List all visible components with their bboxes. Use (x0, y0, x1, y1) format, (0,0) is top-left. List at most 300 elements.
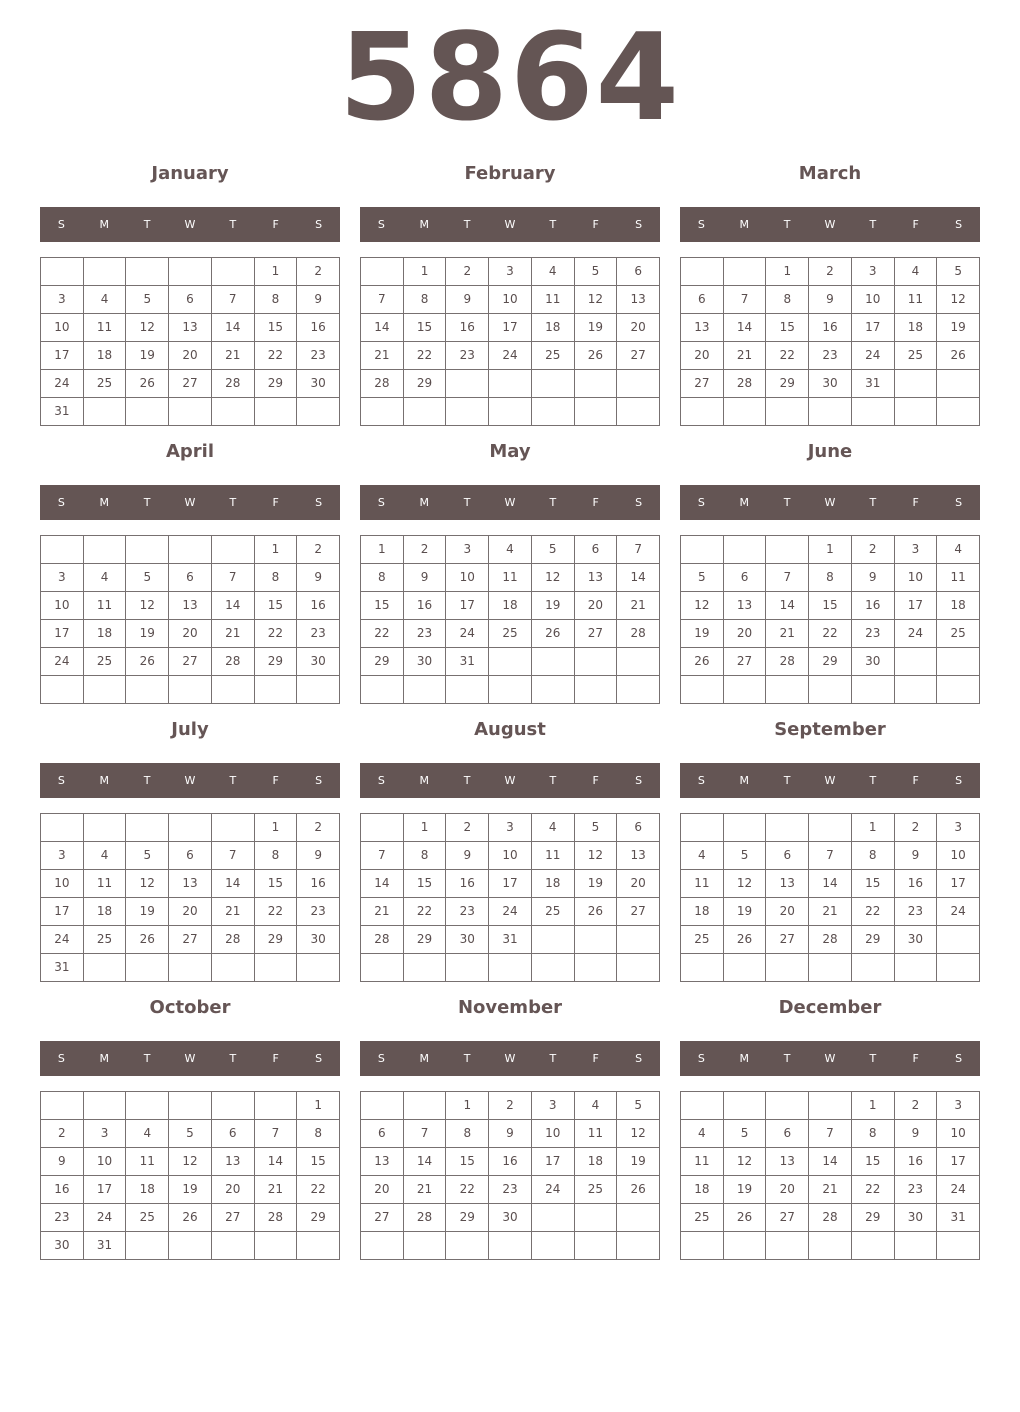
month-february (360, 158, 660, 420)
weekday-header-bar (680, 485, 980, 520)
day-cell: 2 (809, 258, 852, 286)
weekday-label: S (697, 218, 705, 231)
day-cell: 15 (255, 870, 298, 898)
weekday-label: S (377, 774, 385, 787)
day-cell: 10 (84, 1148, 127, 1176)
day-cell: 1 (809, 536, 852, 564)
weekday-header-bar (40, 1041, 340, 1076)
month-name: June (807, 441, 853, 462)
day-cell: 23 (446, 342, 489, 370)
day-cell: 24 (532, 1176, 575, 1204)
day-cell: 7 (212, 842, 255, 870)
weekday-label: F (592, 496, 599, 509)
day-cell: 26 (575, 342, 618, 370)
day-cell: 3 (852, 258, 895, 286)
empty-cell (489, 1232, 532, 1260)
day-cell: 14 (617, 564, 660, 592)
weekday-label: M (739, 218, 750, 231)
day-cell: 6 (212, 1120, 255, 1148)
day-cell: 9 (446, 842, 489, 870)
empty-cell (169, 676, 212, 704)
empty-cell (255, 954, 298, 982)
day-cell: 28 (212, 648, 255, 676)
day-cell: 16 (297, 592, 340, 620)
day-cell: 25 (937, 620, 980, 648)
month-name: October (149, 997, 231, 1018)
day-cell: 19 (532, 592, 575, 620)
day-cell: 31 (41, 954, 84, 982)
day-cell: 27 (724, 648, 767, 676)
day-cell: 27 (169, 926, 212, 954)
day-cell: 22 (852, 1176, 895, 1204)
day-cell: 17 (41, 620, 84, 648)
day-cell: 23 (809, 342, 852, 370)
day-cell: 25 (532, 898, 575, 926)
empty-cell (617, 926, 660, 954)
empty-cell (895, 648, 938, 676)
day-cell: 16 (895, 1148, 938, 1176)
day-cell: 15 (404, 314, 447, 342)
day-cell: 16 (297, 870, 340, 898)
day-cell: 16 (809, 314, 852, 342)
day-cell: 3 (446, 536, 489, 564)
empty-cell (126, 814, 169, 842)
day-cell: 4 (84, 842, 127, 870)
day-cell: 24 (852, 342, 895, 370)
day-cell: 2 (489, 1092, 532, 1120)
day-cell: 20 (169, 898, 212, 926)
empty-cell (617, 370, 660, 398)
empty-cell (297, 398, 340, 426)
weekday-label: S (955, 774, 963, 787)
empty-cell (766, 814, 809, 842)
empty-cell (297, 1232, 340, 1260)
day-grid (40, 257, 340, 426)
weekday-label: F (592, 774, 599, 787)
day-cell: 27 (575, 620, 618, 648)
day-cell: 3 (895, 536, 938, 564)
year-title: 5864 (339, 9, 681, 148)
day-cell: 1 (404, 814, 447, 842)
day-cell: 9 (489, 1120, 532, 1148)
empty-cell (212, 814, 255, 842)
day-cell: 25 (681, 926, 724, 954)
day-cell: 29 (852, 1204, 895, 1232)
empty-cell (532, 676, 575, 704)
day-cell: 21 (766, 620, 809, 648)
empty-cell (852, 954, 895, 982)
day-cell: 18 (84, 620, 127, 648)
weekday-label: S (635, 774, 643, 787)
day-cell: 18 (532, 870, 575, 898)
day-cell: 19 (724, 898, 767, 926)
day-cell: 28 (724, 370, 767, 398)
empty-cell (724, 954, 767, 982)
empty-cell (84, 536, 127, 564)
day-cell: 25 (126, 1204, 169, 1232)
empty-cell (766, 1232, 809, 1260)
month-november (360, 992, 660, 1254)
day-cell: 8 (852, 1120, 895, 1148)
weekday-label: T (463, 218, 471, 231)
day-cell: 19 (126, 620, 169, 648)
day-cell: 26 (126, 370, 169, 398)
empty-cell (255, 676, 298, 704)
day-cell: 26 (681, 648, 724, 676)
weekday-label: M (419, 496, 430, 509)
day-cell: 6 (766, 842, 809, 870)
weekday-label: T (229, 218, 237, 231)
day-cell: 8 (852, 842, 895, 870)
day-cell: 17 (532, 1148, 575, 1176)
day-cell: 26 (937, 342, 980, 370)
day-cell: 5 (575, 258, 618, 286)
weekday-label: S (377, 496, 385, 509)
day-cell: 21 (404, 1176, 447, 1204)
day-cell: 28 (255, 1204, 298, 1232)
empty-cell (937, 954, 980, 982)
day-cell: 6 (681, 286, 724, 314)
empty-cell (617, 398, 660, 426)
day-grid (360, 813, 660, 982)
day-cell: 9 (297, 564, 340, 592)
day-cell: 31 (852, 370, 895, 398)
empty-cell (532, 398, 575, 426)
weekday-label: S (315, 1052, 323, 1065)
empty-cell (681, 1092, 724, 1120)
empty-cell (212, 536, 255, 564)
weekday-label: S (377, 218, 385, 231)
day-cell: 1 (852, 814, 895, 842)
empty-cell (361, 814, 404, 842)
day-cell: 27 (169, 648, 212, 676)
day-cell: 29 (766, 370, 809, 398)
day-cell: 1 (766, 258, 809, 286)
day-cell: 7 (809, 842, 852, 870)
day-cell: 27 (212, 1204, 255, 1232)
month-august (360, 714, 660, 976)
empty-cell (169, 954, 212, 982)
day-cell: 2 (297, 814, 340, 842)
day-cell: 22 (404, 898, 447, 926)
weekday-label: F (272, 1052, 279, 1065)
day-cell: 10 (937, 842, 980, 870)
day-cell: 26 (532, 620, 575, 648)
month-march (680, 158, 980, 420)
day-cell: 14 (212, 592, 255, 620)
empty-cell (575, 1232, 618, 1260)
day-cell: 20 (766, 1176, 809, 1204)
day-cell: 2 (297, 536, 340, 564)
day-cell: 12 (575, 286, 618, 314)
empty-cell (852, 398, 895, 426)
empty-cell (532, 954, 575, 982)
month-name: April (165, 441, 215, 462)
day-cell: 8 (297, 1120, 340, 1148)
day-cell: 2 (852, 536, 895, 564)
day-cell: 30 (297, 370, 340, 398)
day-grid (40, 813, 340, 982)
day-cell: 2 (895, 1092, 938, 1120)
day-cell: 15 (255, 314, 298, 342)
day-cell: 10 (446, 564, 489, 592)
day-grid (680, 535, 980, 704)
empty-cell (446, 1232, 489, 1260)
day-cell: 17 (84, 1176, 127, 1204)
day-cell: 27 (766, 926, 809, 954)
day-cell: 23 (852, 620, 895, 648)
day-cell: 10 (41, 314, 84, 342)
weekday-label: F (272, 774, 279, 787)
empty-cell (41, 536, 84, 564)
day-cell: 28 (361, 926, 404, 954)
empty-cell (212, 676, 255, 704)
day-cell: 11 (84, 870, 127, 898)
day-cell: 4 (681, 1120, 724, 1148)
day-cell: 14 (255, 1148, 298, 1176)
day-cell: 16 (489, 1148, 532, 1176)
day-cell: 25 (895, 342, 938, 370)
day-cell: 2 (404, 536, 447, 564)
empty-cell (809, 954, 852, 982)
day-cell: 27 (681, 370, 724, 398)
day-cell: 30 (809, 370, 852, 398)
empty-cell (126, 258, 169, 286)
weekday-label: F (272, 218, 279, 231)
day-cell: 28 (766, 648, 809, 676)
weekday-label: S (955, 218, 963, 231)
weekday-label: S (315, 774, 323, 787)
day-cell: 10 (532, 1120, 575, 1148)
day-cell: 19 (575, 314, 618, 342)
day-cell: 25 (681, 1204, 724, 1232)
weekday-header-bar (360, 207, 660, 242)
day-cell: 22 (446, 1176, 489, 1204)
day-cell: 12 (126, 870, 169, 898)
day-cell: 9 (895, 842, 938, 870)
empty-cell (212, 1232, 255, 1260)
empty-cell (852, 1232, 895, 1260)
day-cell: 15 (852, 1148, 895, 1176)
day-cell: 9 (404, 564, 447, 592)
empty-cell (126, 1092, 169, 1120)
day-cell: 14 (809, 1148, 852, 1176)
day-cell: 3 (937, 1092, 980, 1120)
day-cell: 13 (169, 592, 212, 620)
weekday-header-bar (360, 485, 660, 520)
day-cell: 15 (809, 592, 852, 620)
day-cell: 7 (212, 564, 255, 592)
day-cell: 30 (895, 926, 938, 954)
month-name: November (457, 997, 563, 1018)
day-cell: 22 (852, 898, 895, 926)
day-cell: 1 (404, 258, 447, 286)
day-cell: 15 (361, 592, 404, 620)
day-cell: 24 (937, 1176, 980, 1204)
empty-cell (169, 258, 212, 286)
day-cell: 6 (169, 286, 212, 314)
day-cell: 18 (489, 592, 532, 620)
day-cell: 4 (681, 842, 724, 870)
empty-cell (84, 954, 127, 982)
weekday-label: T (783, 496, 791, 509)
day-cell: 20 (766, 898, 809, 926)
day-cell: 1 (255, 814, 298, 842)
weekday-label: T (463, 1052, 471, 1065)
empty-cell (937, 648, 980, 676)
day-cell: 19 (169, 1176, 212, 1204)
day-grid (680, 813, 980, 982)
empty-cell (169, 398, 212, 426)
empty-cell (84, 398, 127, 426)
day-cell: 10 (41, 592, 84, 620)
months-grid (40, 158, 980, 1254)
day-cell: 24 (41, 926, 84, 954)
weekday-label: M (419, 218, 430, 231)
day-cell: 17 (41, 898, 84, 926)
weekday-header-bar (360, 763, 660, 798)
weekday-label: T (783, 1052, 791, 1065)
weekday-label: M (99, 774, 110, 787)
day-cell: 29 (404, 370, 447, 398)
weekday-label: S (635, 1052, 643, 1065)
weekday-label: M (419, 1052, 430, 1065)
day-cell: 29 (255, 648, 298, 676)
day-cell: 2 (446, 814, 489, 842)
day-cell: 13 (681, 314, 724, 342)
day-cell: 14 (404, 1148, 447, 1176)
empty-cell (575, 370, 618, 398)
empty-cell (766, 398, 809, 426)
day-cell: 7 (361, 286, 404, 314)
day-cell: 21 (212, 898, 255, 926)
weekday-label: F (592, 1052, 599, 1065)
day-cell: 14 (724, 314, 767, 342)
day-cell: 2 (446, 258, 489, 286)
weekday-label: T (143, 1052, 151, 1065)
empty-cell (681, 954, 724, 982)
day-cell: 5 (617, 1092, 660, 1120)
empty-cell (84, 258, 127, 286)
day-cell: 3 (41, 286, 84, 314)
empty-cell (575, 926, 618, 954)
empty-cell (809, 1092, 852, 1120)
day-cell: 1 (255, 258, 298, 286)
weekday-label: S (697, 1052, 705, 1065)
empty-cell (532, 1232, 575, 1260)
day-cell: 24 (937, 898, 980, 926)
empty-cell (681, 536, 724, 564)
empty-cell (84, 814, 127, 842)
day-cell: 9 (41, 1148, 84, 1176)
weekday-label: T (143, 496, 151, 509)
day-cell: 28 (617, 620, 660, 648)
day-cell: 31 (446, 648, 489, 676)
day-cell: 6 (617, 258, 660, 286)
day-cell: 14 (212, 870, 255, 898)
empty-cell (617, 676, 660, 704)
empty-cell (724, 676, 767, 704)
day-cell: 9 (895, 1120, 938, 1148)
day-cell: 30 (489, 1204, 532, 1232)
empty-cell (575, 648, 618, 676)
day-cell: 20 (724, 620, 767, 648)
weekday-label: F (912, 774, 919, 787)
month-september (680, 714, 980, 976)
day-cell: 11 (489, 564, 532, 592)
day-cell: 30 (297, 648, 340, 676)
empty-cell (126, 536, 169, 564)
day-cell: 13 (724, 592, 767, 620)
day-cell: 19 (724, 1176, 767, 1204)
empty-cell (212, 1092, 255, 1120)
day-cell: 18 (895, 314, 938, 342)
empty-cell (766, 676, 809, 704)
day-cell: 4 (126, 1120, 169, 1148)
day-cell: 11 (937, 564, 980, 592)
day-cell: 17 (937, 870, 980, 898)
weekday-header-bar (680, 763, 980, 798)
weekday-label: T (783, 774, 791, 787)
day-cell: 31 (489, 926, 532, 954)
day-cell: 23 (297, 620, 340, 648)
empty-cell (489, 370, 532, 398)
day-cell: 17 (41, 342, 84, 370)
empty-cell (489, 398, 532, 426)
day-cell: 6 (575, 536, 618, 564)
day-cell: 30 (41, 1232, 84, 1260)
day-cell: 18 (681, 898, 724, 926)
empty-cell (126, 676, 169, 704)
day-cell: 13 (575, 564, 618, 592)
day-cell: 5 (681, 564, 724, 592)
day-cell: 31 (84, 1232, 127, 1260)
day-cell: 26 (724, 926, 767, 954)
day-cell: 29 (255, 370, 298, 398)
empty-cell (937, 1232, 980, 1260)
day-cell: 14 (766, 592, 809, 620)
day-cell: 25 (532, 342, 575, 370)
day-cell: 7 (361, 842, 404, 870)
empty-cell (681, 814, 724, 842)
day-cell: 22 (809, 620, 852, 648)
empty-cell (361, 1092, 404, 1120)
empty-cell (84, 676, 127, 704)
day-cell: 8 (255, 564, 298, 592)
day-cell: 20 (617, 314, 660, 342)
day-cell: 5 (126, 842, 169, 870)
day-cell: 30 (446, 926, 489, 954)
weekday-label: M (99, 218, 110, 231)
empty-cell (41, 814, 84, 842)
day-cell: 21 (212, 620, 255, 648)
empty-cell (575, 1204, 618, 1232)
day-cell: 16 (404, 592, 447, 620)
empty-cell (212, 954, 255, 982)
weekday-label: W (184, 774, 196, 787)
day-cell: 4 (84, 286, 127, 314)
empty-cell (404, 1092, 447, 1120)
weekday-label: W (184, 218, 196, 231)
day-cell: 30 (404, 648, 447, 676)
day-cell: 23 (446, 898, 489, 926)
weekday-label: T (229, 774, 237, 787)
weekday-label: W (824, 218, 836, 231)
empty-cell (766, 1092, 809, 1120)
day-cell: 6 (361, 1120, 404, 1148)
day-cell: 25 (575, 1176, 618, 1204)
day-cell: 15 (446, 1148, 489, 1176)
